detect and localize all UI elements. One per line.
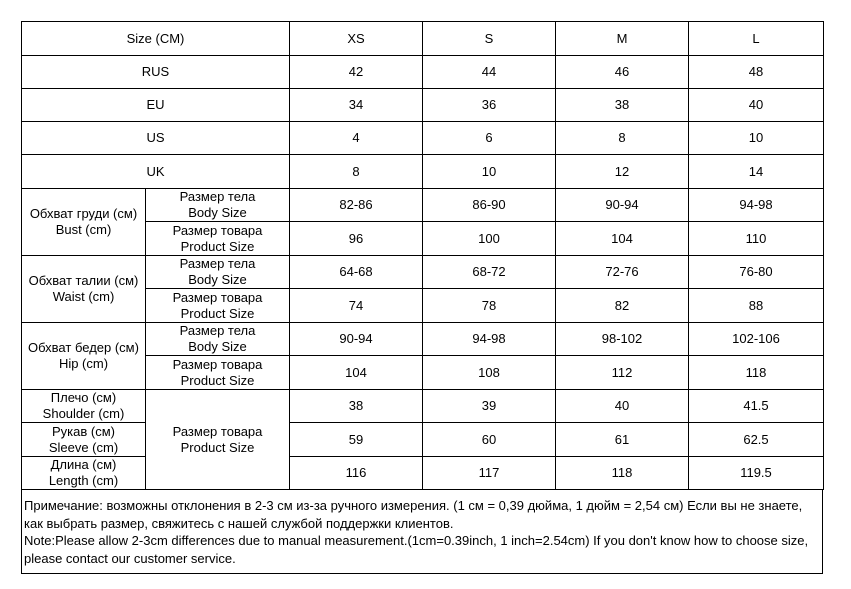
hip-body-xs: 90-94: [290, 323, 423, 356]
waist-body-s: 68-72: [423, 256, 556, 289]
length-row: [22, 457, 824, 490]
eu-xs: 34: [290, 89, 423, 122]
sleeve-l: 62.5: [689, 423, 824, 457]
waist-label-en: Waist (cm): [52, 289, 115, 304]
hip-label: [22, 323, 146, 390]
uk-row: [22, 155, 824, 189]
waist-product-s: 78: [423, 289, 556, 323]
bust-body-row: [22, 189, 824, 222]
bust-product-s: 100: [423, 222, 556, 256]
length-s: 117: [423, 457, 556, 490]
hip-body-s: 94-98: [423, 323, 556, 356]
garment-product-size-label: [146, 390, 290, 490]
bust-label-en: Bust (cm): [55, 222, 112, 237]
sleeve-label: [22, 423, 146, 457]
sleeve-xs: 59: [290, 423, 423, 457]
hip-product-xs: 104: [290, 356, 423, 390]
waist-label: [22, 256, 146, 323]
product-size-label: [146, 289, 290, 323]
product-size-label-ru: Размер товара: [172, 222, 263, 238]
uk-s: 10: [423, 155, 556, 189]
length-label: [22, 457, 146, 490]
sleeve-label-en: Sleeve (cm): [48, 439, 119, 455]
waist-body-row: [22, 256, 824, 289]
shoulder-label-ru: Плечо (см): [50, 390, 117, 405]
waist-product-m: 82: [556, 289, 689, 323]
length-m: 118: [556, 457, 689, 490]
bust-body-m: 90-94: [556, 189, 689, 222]
eu-row: [22, 89, 824, 122]
bust-label-ru: Обхват груди (см): [29, 206, 138, 221]
waist-product-xs: 74: [290, 289, 423, 323]
sleeve-label-ru: Рукав (см): [52, 423, 115, 439]
shoulder-l: 41.5: [689, 390, 824, 423]
hip-body-m: 98-102: [556, 323, 689, 356]
us-row: [22, 122, 824, 155]
hip-label-ru: Обхват бедер (см): [28, 340, 139, 355]
sleeve-row: [22, 423, 824, 457]
body-size-label-ru: Размер тела: [179, 189, 256, 204]
body-size-label-en: Body Size: [188, 205, 247, 220]
sleeve-s: 60: [423, 423, 556, 457]
rus-row: [22, 56, 824, 89]
waist-product-l: 88: [689, 289, 824, 323]
body-size-label: [146, 323, 290, 356]
body-size-label-ru: Размер тела: [179, 256, 256, 271]
product-size-label-en: Product Size: [180, 439, 255, 455]
rus-l: 48: [689, 56, 824, 89]
size-m-header: M: [556, 22, 689, 56]
bust-body-l: 94-98: [689, 189, 824, 222]
length-xs: 116: [290, 457, 423, 490]
rus-xs: 42: [290, 56, 423, 89]
bust-label: [22, 189, 146, 256]
shoulder-label: [22, 390, 146, 423]
product-size-label: [146, 356, 290, 390]
length-label-en: Length (cm): [48, 473, 119, 488]
shoulder-xs: 38: [290, 390, 423, 423]
rus-s: 44: [423, 56, 556, 89]
product-size-label-ru: Размер товара: [172, 289, 263, 305]
shoulder-m: 40: [556, 390, 689, 423]
length-l: 119.5: [689, 457, 824, 490]
note-ru: Примечание: возможны отклонения в 2-3 см из-за ручного измерения. (1 см = 0,39 дюйма, 1 дюйм = 2,54 см) Если вы не знаете, как выбрать размер, свяжитесь с нашей службой поддержки клиентов.: [24, 498, 803, 531]
uk-label: UK: [22, 155, 290, 189]
body-size-label: [146, 256, 290, 289]
bust-product-xs: 96: [290, 222, 423, 256]
bust-body-xs: 82-86: [290, 189, 423, 222]
note-en: Note:Please allow 2-3cm differences due to manual measurement.(1cm=0.39inch, 1 inch=2.54cm) If you don't know how to choose size, please contact our customer service.: [24, 533, 809, 566]
shoulder-row: [22, 390, 824, 423]
product-size-label-ru: Размер товара: [172, 356, 263, 372]
eu-l: 40: [689, 89, 824, 122]
hip-product-l: 118: [689, 356, 824, 390]
shoulder-label-en: Shoulder (cm): [42, 406, 125, 421]
product-size-label-ru: Размер товара: [172, 423, 263, 439]
body-size-label-en: Body Size: [188, 339, 247, 354]
rus-m: 46: [556, 56, 689, 89]
eu-label: EU: [22, 89, 290, 122]
hip-product-s: 108: [423, 356, 556, 390]
us-label: US: [22, 122, 290, 155]
hip-product-m: 112: [556, 356, 689, 390]
uk-xs: 8: [290, 155, 423, 189]
eu-m: 38: [556, 89, 689, 122]
us-xs: 4: [290, 122, 423, 155]
header-row: [22, 22, 824, 56]
measurement-note: [21, 489, 823, 574]
sleeve-m: 61: [556, 423, 689, 457]
us-m: 8: [556, 122, 689, 155]
product-size-label-en: Product Size: [180, 238, 255, 254]
hip-body-l: 102-106: [689, 323, 824, 356]
body-size-label-en: Body Size: [188, 272, 247, 287]
product-size-label-en: Product Size: [180, 372, 255, 388]
shoulder-s: 39: [423, 390, 556, 423]
uk-l: 14: [689, 155, 824, 189]
size-chart-table: [21, 21, 824, 490]
body-size-label-ru: Размер тела: [179, 323, 256, 338]
eu-s: 36: [423, 89, 556, 122]
bust-body-s: 86-90: [423, 189, 556, 222]
body-size-label: [146, 189, 290, 222]
us-s: 6: [423, 122, 556, 155]
bust-product-m: 104: [556, 222, 689, 256]
waist-body-m: 72-76: [556, 256, 689, 289]
waist-body-l: 76-80: [689, 256, 824, 289]
length-label-ru: Длина (см): [50, 457, 117, 472]
uk-m: 12: [556, 155, 689, 189]
product-size-label-en: Product Size: [180, 305, 255, 321]
size-s-header: S: [423, 22, 556, 56]
bust-product-l: 110: [689, 222, 824, 256]
size-header-label: Size (CM): [22, 22, 290, 56]
hip-body-row: [22, 323, 824, 356]
hip-label-en: Hip (cm): [58, 356, 109, 371]
rus-label: RUS: [22, 56, 290, 89]
size-xs-header: XS: [290, 22, 423, 56]
waist-body-xs: 64-68: [290, 256, 423, 289]
product-size-label: [146, 222, 290, 256]
size-l-header: L: [689, 22, 824, 56]
waist-label-ru: Обхват талии (см): [28, 273, 139, 288]
us-l: 10: [689, 122, 824, 155]
